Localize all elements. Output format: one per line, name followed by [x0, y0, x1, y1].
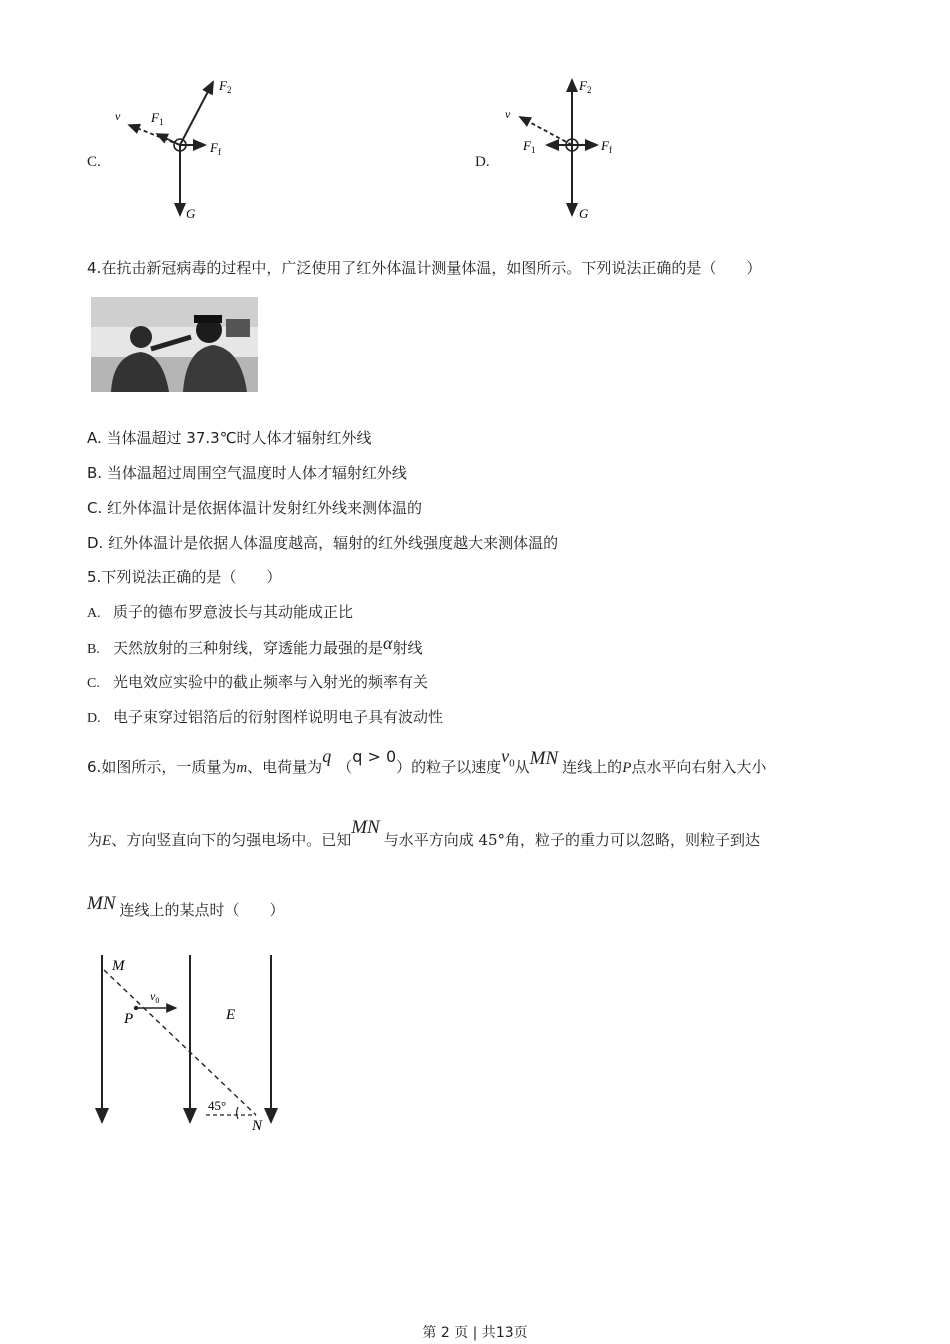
- q6-number: 6.: [87, 758, 102, 776]
- q5-stem-text: 下列说法正确的是（ ）: [101, 568, 282, 586]
- label-p: P: [124, 1011, 134, 1027]
- q4-option-b: B. 当体温超过周围空气温度时人体才辐射红外线: [87, 464, 407, 482]
- label-m: M: [112, 958, 125, 974]
- page-number: 2: [440, 1325, 450, 1341]
- q4-number: 4.: [87, 259, 102, 277]
- q3-option-d-label: D.: [475, 154, 490, 170]
- q5-option-b: B. 天然放射的三种射线，穿透能力最强的是α射线: [87, 633, 423, 657]
- label-n: N: [252, 1118, 263, 1134]
- label-e: E: [226, 1007, 236, 1023]
- q5-stem: [87, 567, 281, 587]
- label-angle: 45°: [208, 1098, 227, 1113]
- label-f2: $F_2$: [219, 78, 232, 95]
- q4-option-d: D. 红外体温计是依据人体温度越高，辐射的红外线强度越大来测体温的: [87, 534, 559, 552]
- q6-field-diagram: [88, 950, 298, 1140]
- label-f1: $F_1$: [523, 138, 536, 155]
- q6-condition: q > 0: [352, 747, 397, 766]
- page-footer: 第 2 页 | 共13页: [422, 1325, 528, 1341]
- alpha-symbol: α: [383, 633, 393, 653]
- label-v0: $v_0$: [150, 989, 160, 1005]
- label-ff: $F_f$: [601, 138, 612, 155]
- q5-option-a: A. 质子的德布罗意波长与其动能成正比: [87, 603, 354, 621]
- point-p: [134, 1006, 138, 1010]
- q6-stem-line-1: 6.如图所示，一质量为m、电荷量为q（q > 0）的粒子以速度$v_0$从MN 连线上的P点水平向右射入大小: [87, 746, 767, 776]
- label-g: G: [186, 206, 196, 221]
- q4-stem: [87, 258, 761, 278]
- angle-arc: [237, 1107, 238, 1119]
- label-v: v: [115, 109, 121, 123]
- label-f1: $F_1$: [151, 110, 164, 127]
- q5-option-d: D. 电子束穿过铝箔后的衍射图样说明电子具有波动性: [87, 708, 444, 726]
- label-v: v: [505, 107, 511, 121]
- q3-option-c-label: C.: [87, 154, 101, 170]
- q5-number: 5.: [87, 568, 102, 586]
- thermometer-photo: [91, 297, 258, 392]
- q5-option-c: C. 光电效应实验中的截止频率与入射光的频率有关: [87, 673, 429, 691]
- mn-line: [104, 970, 256, 1115]
- total-pages: 13: [495, 1325, 514, 1341]
- q4-option-c: C. 红外体温计是依据体温计发射红外线来测体温的: [87, 499, 423, 517]
- q6-stem-line-3: MN 连线上的某点时（ ）: [87, 893, 285, 919]
- label-g: G: [579, 206, 589, 221]
- q3-option-c-diagram: [105, 70, 255, 225]
- f2-arrow: [180, 82, 213, 145]
- label-ff: $F_f$: [210, 140, 221, 157]
- q3-option-d-diagram: [495, 70, 645, 225]
- q6-stem-line-2: 为E、方向竖直向下的匀强电场中。已知MN与水平方向成 45°角，粒子的重力可以忽略，则粒子到达: [87, 817, 761, 849]
- q4-option-a: A. 当体温超过 37.3℃时人体才辐射红外线: [87, 429, 372, 447]
- label-f2: $F_2$: [579, 78, 592, 95]
- q4-stem-text: 在抗击新冠病毒的过程中，广泛使用了红外体温计测量体温，如图所示。下列说法正确的是（ ）: [101, 259, 762, 277]
